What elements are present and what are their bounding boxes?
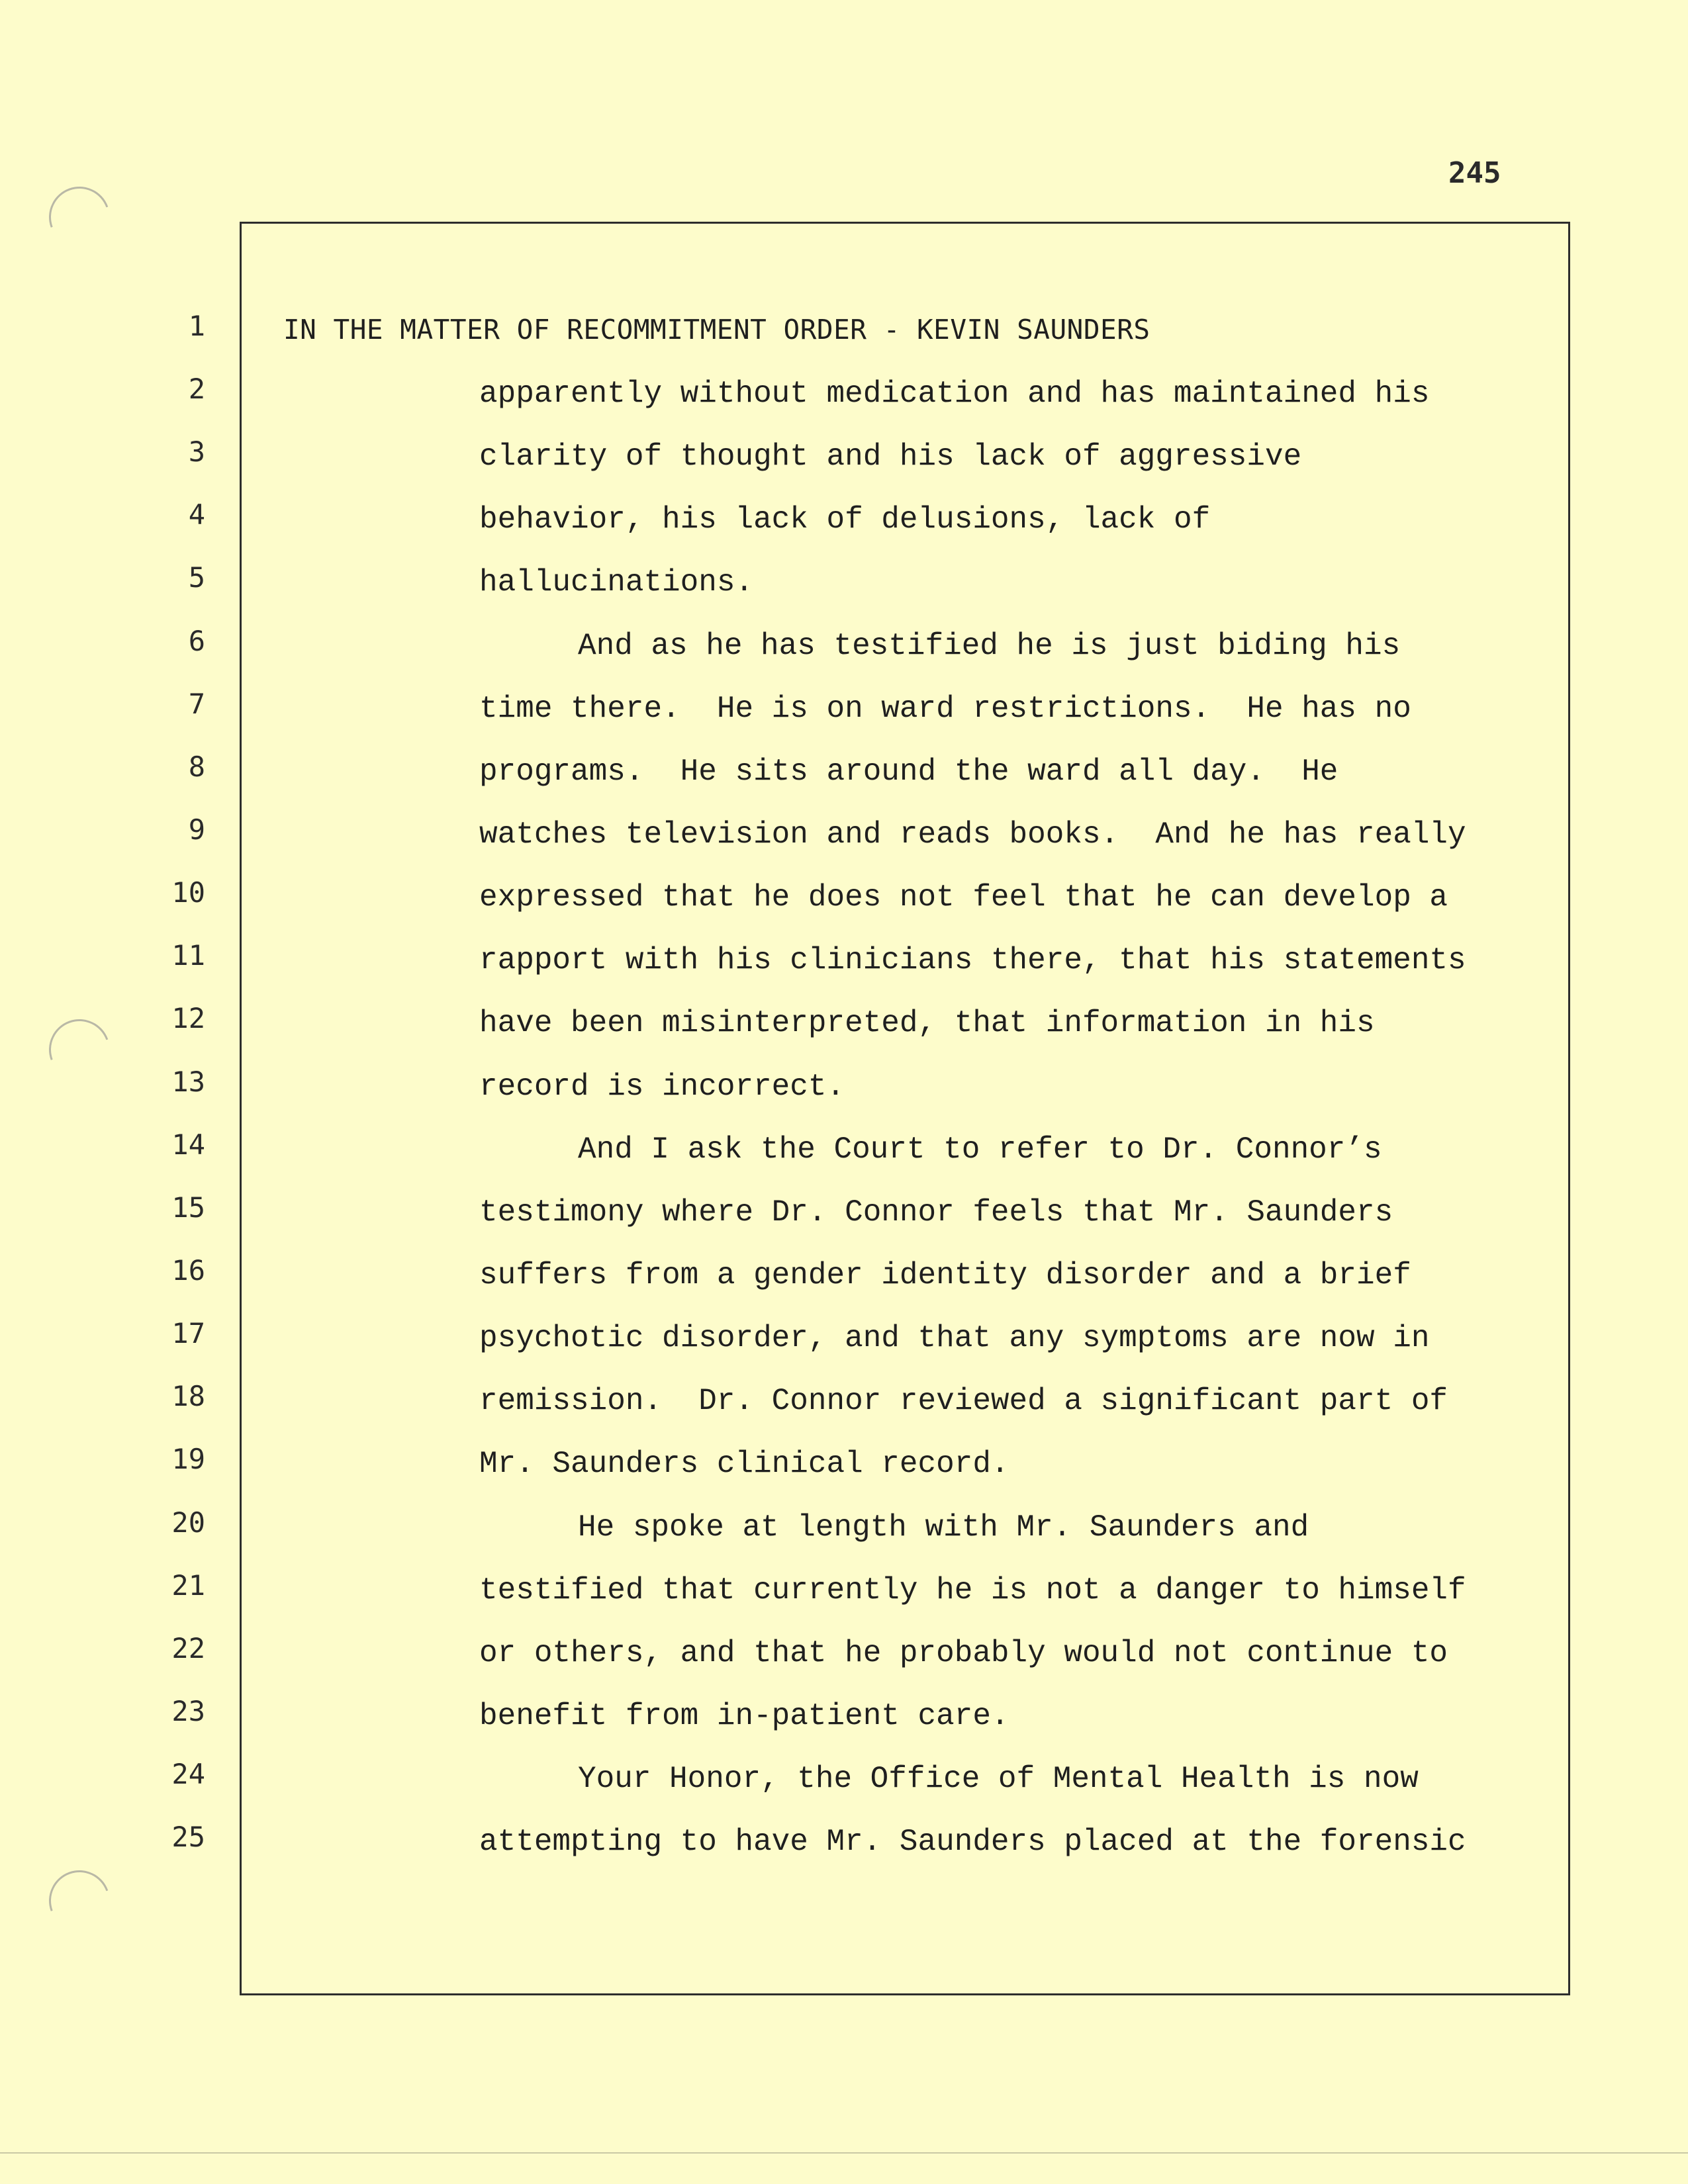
- binder-hole-bottom: [39, 1860, 120, 1941]
- transcript-line-5: hallucinations.: [479, 565, 754, 600]
- line-number-19: 19: [171, 1443, 205, 1475]
- line-number-16: 16: [171, 1254, 205, 1287]
- line-number-9: 9: [188, 813, 205, 846]
- transcript-line-24: Your Honor, the Office of Mental Health is now: [578, 1762, 1419, 1796]
- transcript-line-20: He spoke at length with Mr. Saunders and: [578, 1510, 1309, 1545]
- transcript-line-8: programs. He sits around the ward all day. He: [479, 754, 1338, 789]
- transcript-line-25: attempting to have Mr. Saunders placed at the forensic: [479, 1825, 1466, 1859]
- line-number-7: 7: [188, 688, 205, 720]
- transcript-line-16: suffers from a gender identity disorder and a brief: [479, 1258, 1411, 1293]
- transcript-line-22: or others, and that he probably would not continue to: [479, 1636, 1448, 1670]
- transcript-line-7: time there. He is on ward restrictions. He has no: [479, 692, 1411, 726]
- page-bottom-rule: [0, 2152, 1688, 2154]
- line-number-2: 2: [188, 373, 205, 405]
- transcript-line-14: And I ask the Court to refer to Dr. Connor’s: [578, 1132, 1382, 1167]
- line-number-25: 25: [171, 1821, 205, 1853]
- transcript-line-12: have been misinterpreted, that information in his: [479, 1006, 1375, 1040]
- line-number-22: 22: [171, 1632, 205, 1664]
- line-number-18: 18: [171, 1380, 205, 1412]
- binder-hole-middle: [39, 1009, 120, 1090]
- transcript-line-11: rapport with his clinicians there, that his statements: [479, 943, 1466, 978]
- transcript-header: IN THE MATTER OF RECOMMITMENT ORDER - KEVIN SAUNDERS: [283, 314, 1150, 345]
- transcript-line-19: Mr. Saunders clinical record.: [479, 1447, 1009, 1481]
- line-number-20: 20: [171, 1506, 205, 1539]
- transcript-line-9: watches television and reads books. And he has really: [479, 817, 1466, 852]
- line-number-5: 5: [188, 561, 205, 594]
- line-number-15: 15: [171, 1191, 205, 1224]
- transcript-line-15: testimony where Dr. Connor feels that Mr. Saunders: [479, 1195, 1393, 1230]
- page-number: 245: [1448, 156, 1501, 190]
- transcript-line-18: remission. Dr. Connor reviewed a significant part of: [479, 1384, 1448, 1418]
- binder-hole-top: [39, 177, 120, 257]
- line-number-13: 13: [171, 1066, 205, 1098]
- line-number-21: 21: [171, 1569, 205, 1602]
- line-number-24: 24: [171, 1758, 205, 1790]
- line-number-6: 6: [188, 625, 205, 657]
- line-number-10: 10: [171, 876, 205, 909]
- line-number-8: 8: [188, 751, 205, 783]
- line-number-17: 17: [171, 1317, 205, 1349]
- line-number-1: 1: [188, 310, 205, 342]
- transcript-line-3: clarity of thought and his lack of aggressive: [479, 439, 1302, 474]
- line-number-14: 14: [171, 1128, 205, 1161]
- line-number-3: 3: [188, 435, 205, 468]
- transcript-line-17: psychotic disorder, and that any symptoms are now in: [479, 1321, 1430, 1355]
- transcript-line-23: benefit from in-patient care.: [479, 1699, 1009, 1733]
- transcript-line-4: behavior, his lack of delusions, lack of: [479, 502, 1211, 537]
- transcript-line-13: record is incorrect.: [479, 1069, 845, 1104]
- transcript-line-21: testified that currently he is not a danger to himself: [479, 1573, 1466, 1608]
- line-number-11: 11: [171, 939, 205, 972]
- line-number-4: 4: [188, 498, 205, 531]
- transcript-line-2: apparently without medication and has maintained his: [479, 377, 1430, 411]
- line-number-23: 23: [171, 1695, 205, 1727]
- transcript-line-10: expressed that he does not feel that he can develop a: [479, 880, 1448, 915]
- line-number-12: 12: [171, 1002, 205, 1034]
- transcript-line-6: And as he has testified he is just biding his: [578, 629, 1401, 663]
